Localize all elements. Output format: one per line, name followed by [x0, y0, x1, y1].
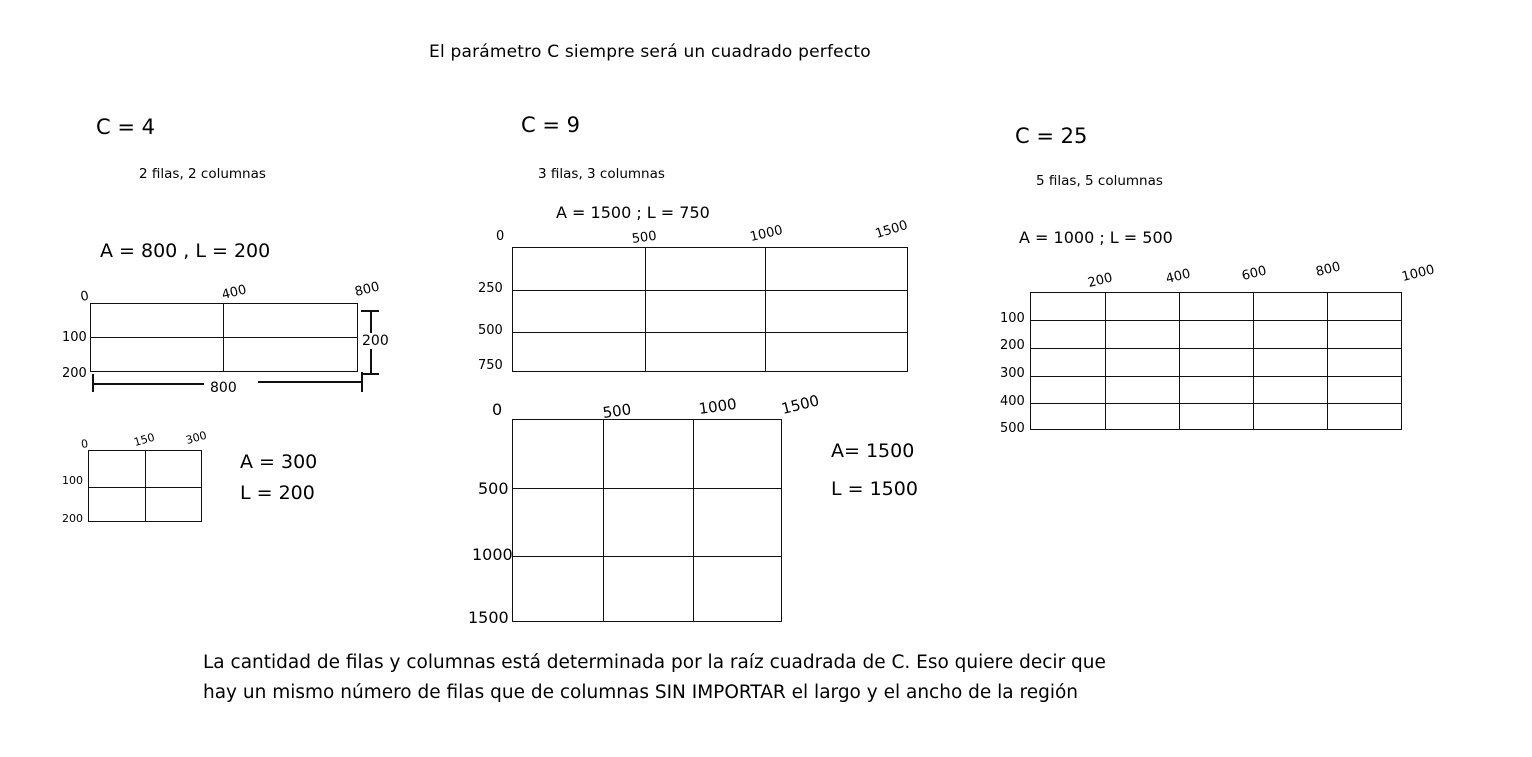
grid-c4-example2 — [88, 450, 202, 522]
xtick-c25-1: 400 — [1164, 266, 1193, 287]
measure-cap-top — [361, 310, 379, 312]
grid-c9-example2 — [512, 419, 782, 622]
measure-cap-left — [92, 374, 94, 392]
measure-width-c4: 800 — [210, 380, 237, 396]
ytick-c9-ex1-3: 750 — [478, 358, 503, 373]
case-label-c25: C = 25 — [1015, 124, 1088, 148]
measure-height-c4: 200 — [362, 333, 389, 349]
xtick-c9-ex2-3: 1500 — [779, 391, 822, 418]
ytick-c4-ex2-2: 200 — [62, 512, 83, 525]
case-sub-c4: 2 filas, 2 columnas — [139, 166, 266, 182]
measure-cap-bottom — [361, 373, 379, 375]
grid-line-horizontal — [513, 332, 907, 333]
grid-line-horizontal — [1031, 320, 1401, 321]
grid-line-vertical — [693, 420, 694, 621]
dims-c9-ex1: A = 1500 ; L = 750 — [556, 203, 710, 222]
dims-a-c4-ex2: A = 300 — [240, 451, 318, 473]
grid-line-horizontal — [1031, 348, 1401, 349]
footer-line-2: hay un mismo número de filas que de columnas SIN IMPORTAR el largo y el ancho de la región — [203, 682, 1079, 703]
dims-c4-ex1: A = 800 , L = 200 — [100, 240, 271, 262]
grid-line-vertical — [1179, 293, 1180, 429]
xtick-c4-ex2-2: 300 — [184, 428, 209, 447]
grid-line-vertical — [1327, 293, 1328, 429]
ytick-c9-ex2-2: 1000 — [472, 545, 513, 564]
xtick-c9-ex2-0: 0 — [492, 400, 503, 419]
grid-line-vertical — [1253, 293, 1254, 429]
ytick-c25-1: 200 — [1000, 338, 1025, 353]
xtick-c25-2: 600 — [1240, 263, 1269, 284]
xtick-c9-ex1-2: 1000 — [748, 222, 785, 245]
grid-c9-example1 — [512, 247, 908, 372]
grid-line-vertical — [603, 420, 604, 621]
dims-a-c9-ex2: A= 1500 — [831, 440, 915, 462]
xtick-c25-4: 1000 — [1400, 262, 1437, 285]
xtick-c9-ex1-0: 0 — [496, 229, 505, 244]
ytick-c25-3: 400 — [1000, 394, 1025, 409]
grid-line-vertical — [765, 248, 766, 371]
grid-c25-example1 — [1030, 292, 1402, 430]
grid-line-horizontal — [513, 556, 781, 557]
measure-cap-right — [361, 372, 363, 392]
case-label-c9: C = 9 — [521, 113, 580, 137]
ytick-c4-ex2-1: 100 — [62, 474, 83, 487]
case-label-c4: C = 4 — [96, 115, 155, 139]
xtick-c4-ex2-1: 150 — [132, 430, 157, 449]
grid-line-vertical — [645, 248, 646, 371]
dims-c25: A = 1000 ; L = 500 — [1019, 228, 1173, 247]
dims-l-c4-ex2: L = 200 — [240, 482, 315, 504]
ytick-c9-ex2-3: 1500 — [468, 608, 509, 627]
ytick-c9-ex1-1: 250 — [478, 281, 503, 296]
grid-line-vertical — [145, 451, 146, 521]
xtick-c9-ex2-1: 500 — [601, 400, 633, 422]
grid-line-horizontal — [1031, 376, 1401, 377]
page-title: El parámetro C siempre será un cuadrado perfecto — [429, 42, 871, 62]
ytick-c9-ex1-2: 500 — [478, 323, 503, 338]
xtick-c25-0: 200 — [1086, 270, 1115, 291]
ytick-c4-ex1-0: 100 — [62, 330, 87, 345]
ytick-c4-ex1-1: 200 — [62, 366, 87, 381]
xtick-c4-ex1-2: 800 — [353, 279, 382, 300]
grid-line-horizontal — [513, 488, 781, 489]
footer-line-1: La cantidad de filas y columnas está determinada por la raíz cuadrada de C. Eso quiere decir que — [203, 652, 1106, 673]
xtick-c25-3: 800 — [1314, 259, 1343, 280]
xtick-c4-ex2-0: 0 — [80, 437, 89, 451]
grid-line-horizontal — [89, 487, 201, 488]
xtick-c4-ex1-0: 0 — [79, 288, 91, 305]
grid-c4-example1 — [90, 303, 358, 372]
ytick-c25-2: 300 — [1000, 366, 1025, 381]
xtick-c9-ex1-3: 1500 — [873, 217, 910, 242]
case-sub-c25: 5 filas, 5 columnas — [1036, 173, 1163, 189]
xtick-c9-ex1-1: 500 — [630, 228, 658, 247]
ytick-c25-4: 500 — [1000, 421, 1025, 436]
xtick-c4-ex1-1: 400 — [220, 282, 249, 303]
ytick-c9-ex2-1: 500 — [478, 479, 509, 498]
grid-line-horizontal — [1031, 403, 1401, 404]
grid-line-horizontal — [513, 290, 907, 291]
grid-line-horizontal — [91, 337, 357, 338]
measure-line-left — [92, 383, 204, 385]
case-sub-c9: 3 filas, 3 columnas — [538, 166, 665, 182]
ytick-c25-0: 100 — [1000, 311, 1025, 326]
measure-line-right — [258, 381, 362, 383]
xtick-c9-ex2-2: 1000 — [697, 394, 738, 418]
grid-line-vertical — [1105, 293, 1106, 429]
dims-l-c9-ex2: L = 1500 — [831, 478, 918, 500]
